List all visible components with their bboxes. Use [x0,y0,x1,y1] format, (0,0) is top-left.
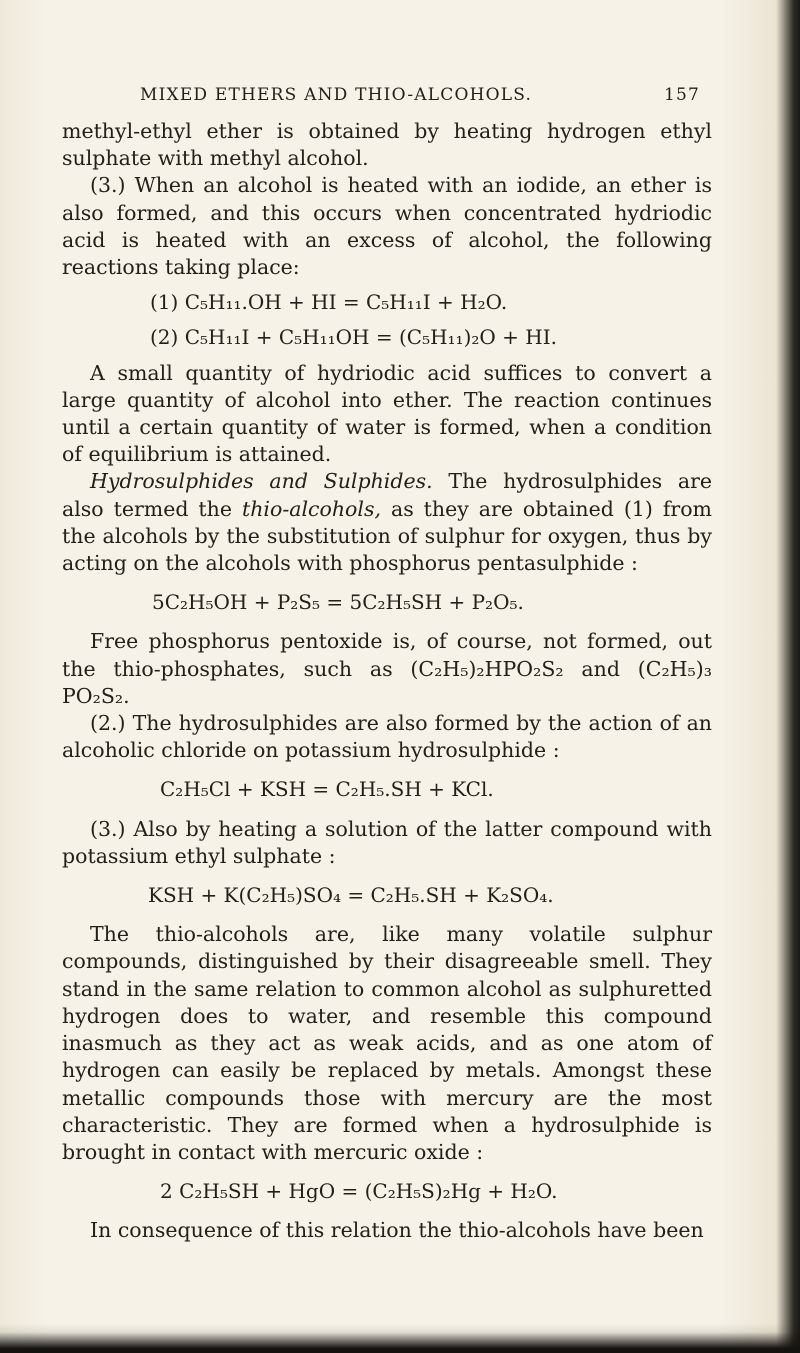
paragraph-1: methyl-ethyl ether is obtained by heating hydrogen ethyl sulphate with methyl alcohol. [62,119,712,171]
equation-2: (2) C₅H₁₁I + C₅H₁₁OH = (C₅H₁₁)₂O + HI. [150,325,557,350]
running-title: MIXED ETHERS AND THIO-ALCOHOLS. [140,85,533,105]
equation-5: KSH + K(C₂H₅)SO₄ = C₂H₅.SH + K₂SO₄. [148,883,554,908]
paragraph-7: (3.) Also by heating a solution of the latter compound with potassium ethyl sulphate : [62,816,712,868]
equation-6: 2 C₂H₅SH + HgO = (C₂H₅S)₂Hg + H₂O. [160,1179,558,1204]
equation-4: C₂H₅Cl + KSH = C₂H₅.SH + KCl. [160,777,494,802]
paragraph-5: Free phosphorus pentoxide is, of course, not formed, out the thio-phosphates, such as (C₂H₅)₂HPO₂S₂ and (C₂H₅)₃ PO₂S₂. [62,629,712,708]
paragraph-8: The thio-alcohols are, like many volatile sulphur compounds, distinguished by their disagreeable smell. They stand in the same relation to common alcohol as sulphuretted hydrogen does to water, and resemble this compound inasmuch as they act as weak acids, and as one atom of hydrogen can easily be replaced by metals. Amongst these metallic compounds those with mercury are the most characteristic. They are formed when a hydrosulphide is brought in contact with mercuric oxide : [62,922,712,1164]
paragraph-4 [62,468,712,577]
page-number: 157 [663,85,700,105]
paragraph-4-text-a: The hydrosulphides are also termed the [62,469,712,521]
paragraph-9: In consequence of this relation the thio-alcohols have been [90,1218,704,1243]
body-text [62,118,712,1245]
term-thio-alcohols: thio-alcohols, [241,496,381,521]
equation-3: 5C₂H₅OH + P₂S₅ = 5C₂H₅SH + P₂O₅. [152,590,524,615]
section-heading: Hydrosulphides and Sulphides. [90,469,433,494]
equation-1: (1) C₅H₁₁.OH + HI = C₅H₁₁I + H₂O. [150,290,508,315]
paragraph-4-text-b: as they are obtained (1) from the alcohols by the substitution of sulphur for oxygen, thus by acting on the alcohols with phosphorus pentasulphide : [62,496,712,576]
paragraph-6: (2.) The hydrosulphides are also formed by the action of an alcoholic chloride on potassium hydrosulphide : [62,711,712,763]
paragraph-3: A small quantity of hydriodic acid suffices to convert a large quantity of alcohol into ether. The reaction continues until a certain quantity of water is formed, when a condition of equilibrium is attained. [62,360,712,467]
page-bottom-shadow [0,1323,800,1353]
running-header [140,85,700,111]
paragraph-2: (3.) When an alcohol is heated with an iodide, an ether is also formed, and this occurs when concentrated hydriodic acid is heated with an excess of alcohol, the following reactions taking place: [62,173,712,280]
